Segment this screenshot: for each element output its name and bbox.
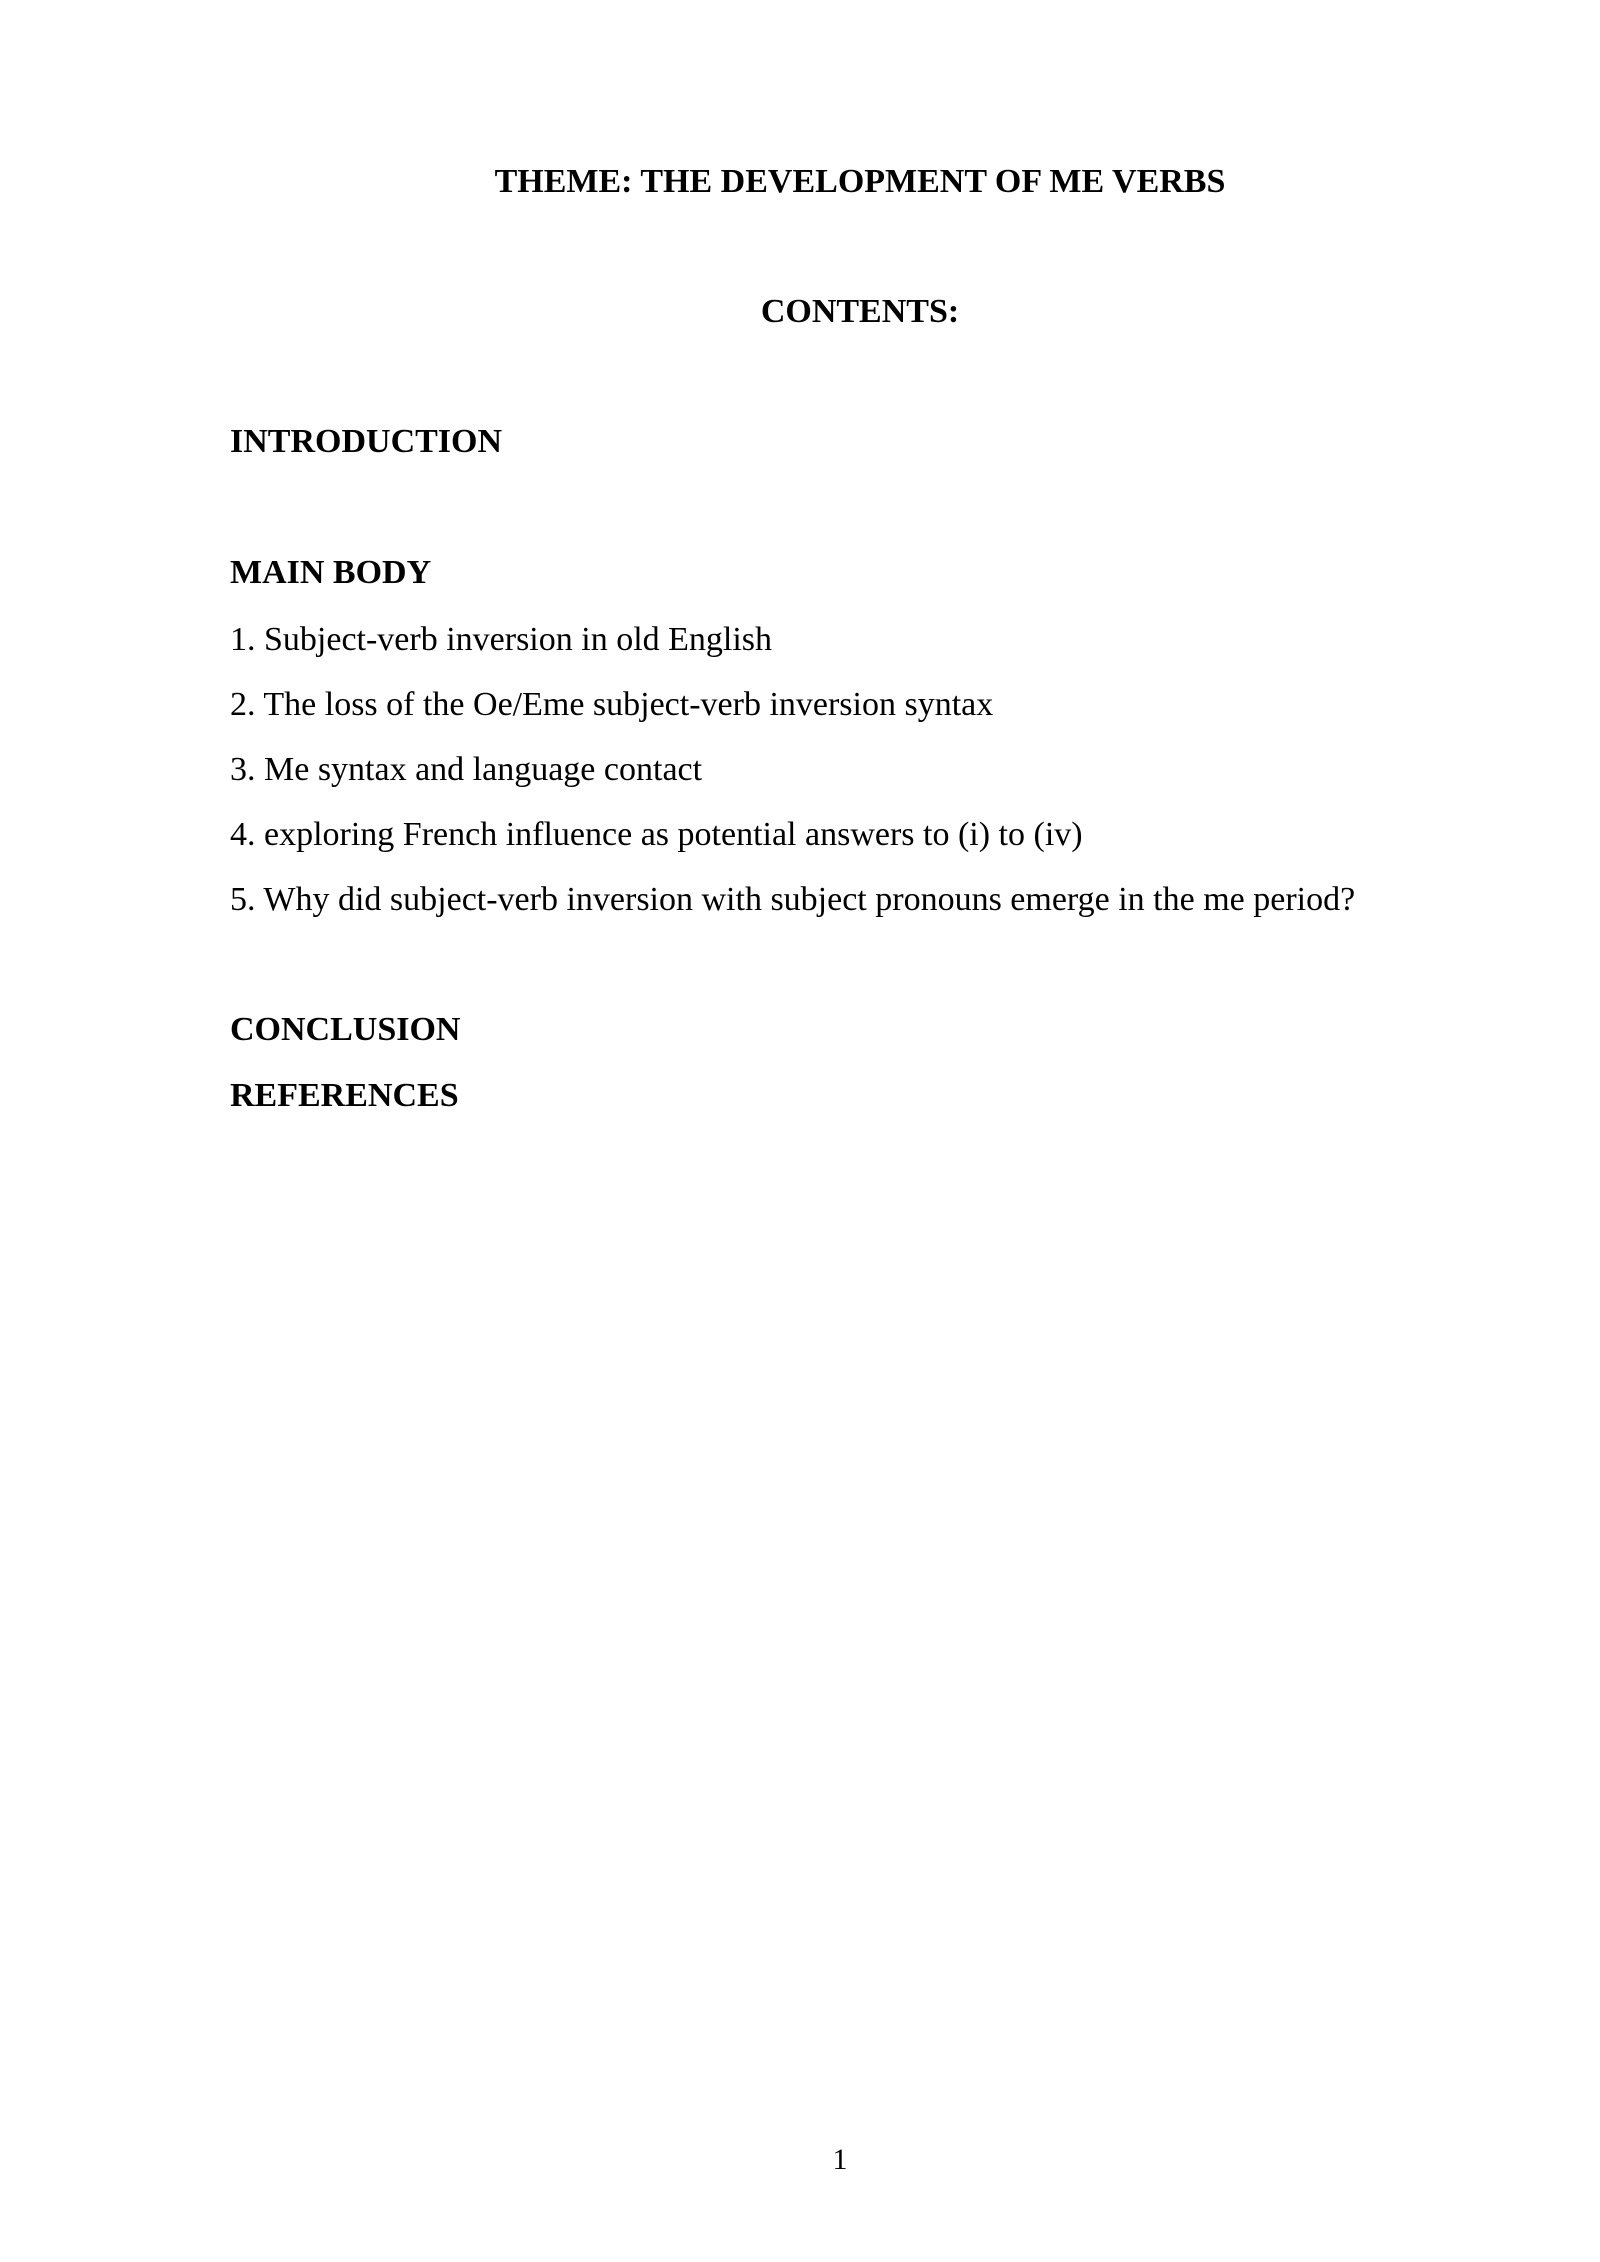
contents-heading: CONTENTS:	[760, 293, 960, 330]
introduction-heading: INTRODUCTION	[230, 423, 503, 460]
main-body-heading: MAIN BODY	[230, 554, 432, 591]
list-item: 2. The loss of the Oe/Eme subject-verb inversion syntax	[230, 686, 994, 723]
document-title: THEME: THE DEVELOPMENT OF ME VERBS	[494, 163, 1226, 200]
conclusion-heading: CONCLUSION	[230, 1011, 461, 1048]
list-item: 4. exploring French influence as potential answers to (i) to (iv)	[230, 816, 1083, 853]
main-body-list	[230, 618, 1355, 943]
page-number: 1	[832, 2143, 848, 2176]
references-heading: REFERENCES	[230, 1077, 459, 1114]
list-item: 1. Subject-verb inversion in old English	[230, 621, 773, 658]
list-item: 5. Why did subject-verb inversion with subject pronouns emerge in the me period?	[230, 881, 1356, 918]
list-item: 3. Me syntax and language contact	[230, 751, 703, 788]
